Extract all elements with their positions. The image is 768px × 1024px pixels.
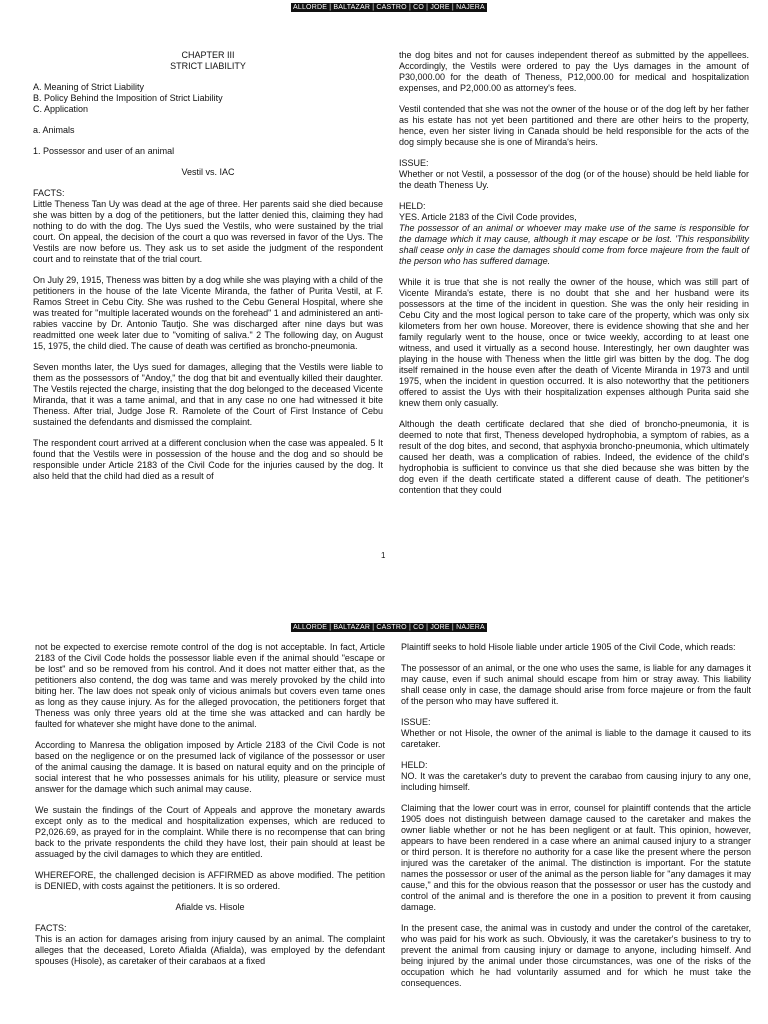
facts-label: FACTS: [35,923,67,933]
paragraph: The respondent court arrived at a different conclusion when the case was appealed. 5 It found that the Vestils were in possession of the house and the dog and so should be responsible under Article 2183 of the Civil Code for the injuries caused by the dog. It also held that the child had died as a result of [33,438,383,481]
paragraph: WHEREFORE, the challenged decision is AFFIRMED as above modified. The petition is DENIED, with costs against the petitioners. It is so ordered. [35,870,385,891]
outline-item: A. Meaning of Strict Liability [33,82,145,92]
held-label: HELD: [399,201,426,211]
paragraph: We sustain the findings of the Court of Appeals and approve the monetary awards except only as to the medical and hospitalization expenses, which are reduced to P2,026.69, as prayed for in the complaint. While there is no recompense that can bring back to the private respondents the child they have lost, their pain should at least be assuaged by the civil damages to which they are entitled. [35,805,385,859]
chapter-outline [33,82,383,115]
subsection-heading: a. Animals [33,125,75,135]
paragraph: not be expected to exercise remote control of the dog is not acceptable. In fact, Article 2183 of the Civil Code holds the possessor liable even if the animal should "escape or be lost" and so be removed from his control. And it does not matter either that, as the petitioners also contend, the dog was tame and was merely provoked by the child into biting her. The law does not speak only of vicious animals but covers even tame ones as long as they cause injury. As for the alleged provocation, the petitioners forget that Theness was only three years old at the time she was attacked and can hardly be faulted for whatever she might have done to the animal. [35,642,385,729]
case-title: Vestil vs. IAC [181,167,235,177]
chapter-title: STRICT LIABILITY [170,61,246,71]
statute-quote: The possessor of an animal, or the one who uses the same, is liable for any damages it may cause, even if such animal should escape from him or stray away. This liability shall cease only in case, the damage should arise from force majeure or from the fault of the person who may have suffered it. [401,663,751,706]
issue-text: Whether or not Vestil, a possessor of the dog (or of the house) should be held liable for the death Theness Uy. [399,169,749,190]
paragraph: Plaintiff seeks to hold Hisole liable under article 1905 of the Civil Code, which reads: [401,642,736,652]
paragraph: Vestil contended that she was not the owner of the house or of the dog left by her father as his estate has not yet been partitioned and there are other heirs to the property, hence, even her sister living in Canada should be held responsible for the acts of the dog simply because she is one of Miranda's heirs. [399,104,749,147]
held-text: YES. Article 2183 of the Civil Code provides, [399,212,577,222]
chapter-heading: CHAPTER III [181,50,235,60]
outline-item: C. Application [33,104,89,114]
paragraph: According to Manresa the obligation imposed by Article 2183 of the Civil Code is not based on the negligence or on the presumed lack of vigilance of the possessor or user of the animal causing the damage. It is based on natural equity and on the principle of social interest that he who possesses animals for his utility, pleasure or service must answer for the damage which such animal may cause. [35,740,385,794]
paragraph: Although the death certificate declared that she died of broncho-pneumonia, it is deemed to note that first, Theness developed hydrophobia, a symptom of rabies, as a result of the dog bites, and second, that asphyxia broncho-pneumonia, which ultimately caused her death, was a complication of rabies. Indeed, the evidence of the child's hydrophobia is sufficient to convince us that she died because she was bitten by the dog even if the death certificate stated a different cause of death. The petitioner's contention that they could [399,419,749,495]
case-title: Afialde vs. Hisole [175,902,245,912]
statute-quote: The possessor of an animal or whoever may make use of the same is responsible for the damage which it may cause, although it may escape or be lost. 'This responsibility shall cease only in case the damages should come from force majeure from the fault of the person who has suffered damage. [399,223,749,266]
paragraph: Seven months later, the Uys sued for damages, alleging that the Vestils were liable to them as the possessors of "Andoy," the dog that bit and eventually killed their daughter. The Vestils rejected the charge, insisting that the dog belonged to the deceased Vicente Miranda, that it was a tame animal, and that in any case no one had witnessed it bite Theness. After trial, Judge Jose R. Ramolete of the Court of First Instance of Cebu sustained the defendants and dismissed the complaint. [33,362,383,427]
right-column [401,642,751,999]
issue-text: Whether or not Hisole, the owner of the animal is liable to the damage it caused to its caretaker. [401,728,751,749]
page-gap [0,570,768,620]
paragraph: This is an action for damages arising from injury caused by an animal. The complaint alleges that the deceased, Loreto Afialda (Afialda), was employed by the defendant spouses (Hisole), as caretaker of their carabaos at a fixed [35,934,385,966]
paragraph: On July 29, 1915, Theness was bitten by a dog while she was playing with a child of the petitioners in the house of the late Vicente Miranda, the father of Purita Vestil, at F. Ramos Street in Cebu City. She was rushed to the Cebu General Hospital, where she was treated for "multiple lacerated wounds on the forehead" 1 and administered an anti-rabies vaccine by Dr. Antonio Tautjo. She was discharged after nine days but was readmitted one week later due to "vomiting of saliva." 2 The following day, on August 15, 1975, the child died. The cause of death was certified as broncho-pneumonia. [33,275,383,351]
document-page-2 [0,620,768,1024]
author-header: ALLORDE | BALTAZAR | CASTRO | CO | JORE | NAJERA [293,624,485,631]
held-text: NO. It was the caretaker's duty to prevent the carabao from causing injury to any one, including himself. [401,771,751,792]
facts-label: FACTS: [33,188,65,198]
issue-label: ISSUE: [399,158,429,168]
outline-item: B. Policy Behind the Imposition of Strict Liability [33,93,223,103]
paragraph: the dog bites and not for causes independent thereof as submitted by the appellees. Accordingly, the Vestils were ordered to pay the Uys damages in the amount of P30,000.00 for the death of Theness, P12,000.00 for medical and hospitalization expenses, and P2,000.00 as attorney's fees. [399,50,749,93]
paragraph: Little Theness Tan Uy was dead at the age of three. Her parents said she died because she was bitten by a dog of the petitioners, but the latter denied this, claiming they had nothing to do with the dog. The Uys sued the Vestils, who were sustained by the trial court. On appeal, the decision of the court a quo was reversed in favor of the Uys. The Vestils are now before us. They ask us to set aside the judgment of the respondent court and to reinstate that of the trial court. [33,199,383,264]
issue-label: ISSUE: [401,717,431,727]
paragraph: In the present case, the animal was in custody and under the control of the caretaker, who was paid for his work as such. Obviously, it was the caretaker's business to try to prevent the animal from causing injury or damage to anyone, including himself. And being injured by the animal under those circumstances, was one of the risks of the occupation which he had voluntarily assumed and for which he must take the consequences. [401,923,751,988]
left-column [33,50,383,492]
paragraph: While it is true that she is not really the owner of the house, which was still part of Vicente Miranda's estate, there is no doubt that she and her husband were its possessors at the time of the incident in question. She was the only heir residing in Cebu City and the most logical person to take care of the property, which was only six kilometers from her own house. Moreover, there is evidence showing that she and her family regularly went to the house, once or twice weekly, according to at least one witness, and used it virtually as a second house. Interestingly, her own daughter was playing in the house with Theness when the little girl was bitten by the dog. The dog itself remained in the house even after the death of Vicente Miranda in 1973 and until 1975, when the incident in question occurred. It is also noteworthy that the petitioners offered to assist the Uys with their hospitalization expenses although Purita said she knew them only casually. [399,277,749,408]
page-number: 1 [381,551,386,560]
left-column [35,642,385,977]
paragraph: Claiming that the lower court was in error, counsel for plaintiff contends that the article 1905 does not distinguish between damage caused to the caretaker and makes the owner liable whether or not he has been negligent or at fault. This opinion, however, appears to have been rendered in a case where an animal caused injury to a stranger or third person. It is therefore no authority for a case like the present where the person injured was the caretaker of the animal. The distinction is important. For the statute names the possessor or user of the animal as the person liable for "any damages it may cause," and this for the obvious reason that the possessor or user has the custody and control of the animal and is therefore the one in a position to prevent it from causing damage. [401,803,751,912]
held-label: HELD: [401,760,428,770]
author-header: ALLORDE | BALTAZAR | CASTRO | CO | JORE | NAJERA [293,4,485,11]
right-column [399,50,749,506]
subsection-heading: 1. Possessor and user of an animal [33,146,175,156]
